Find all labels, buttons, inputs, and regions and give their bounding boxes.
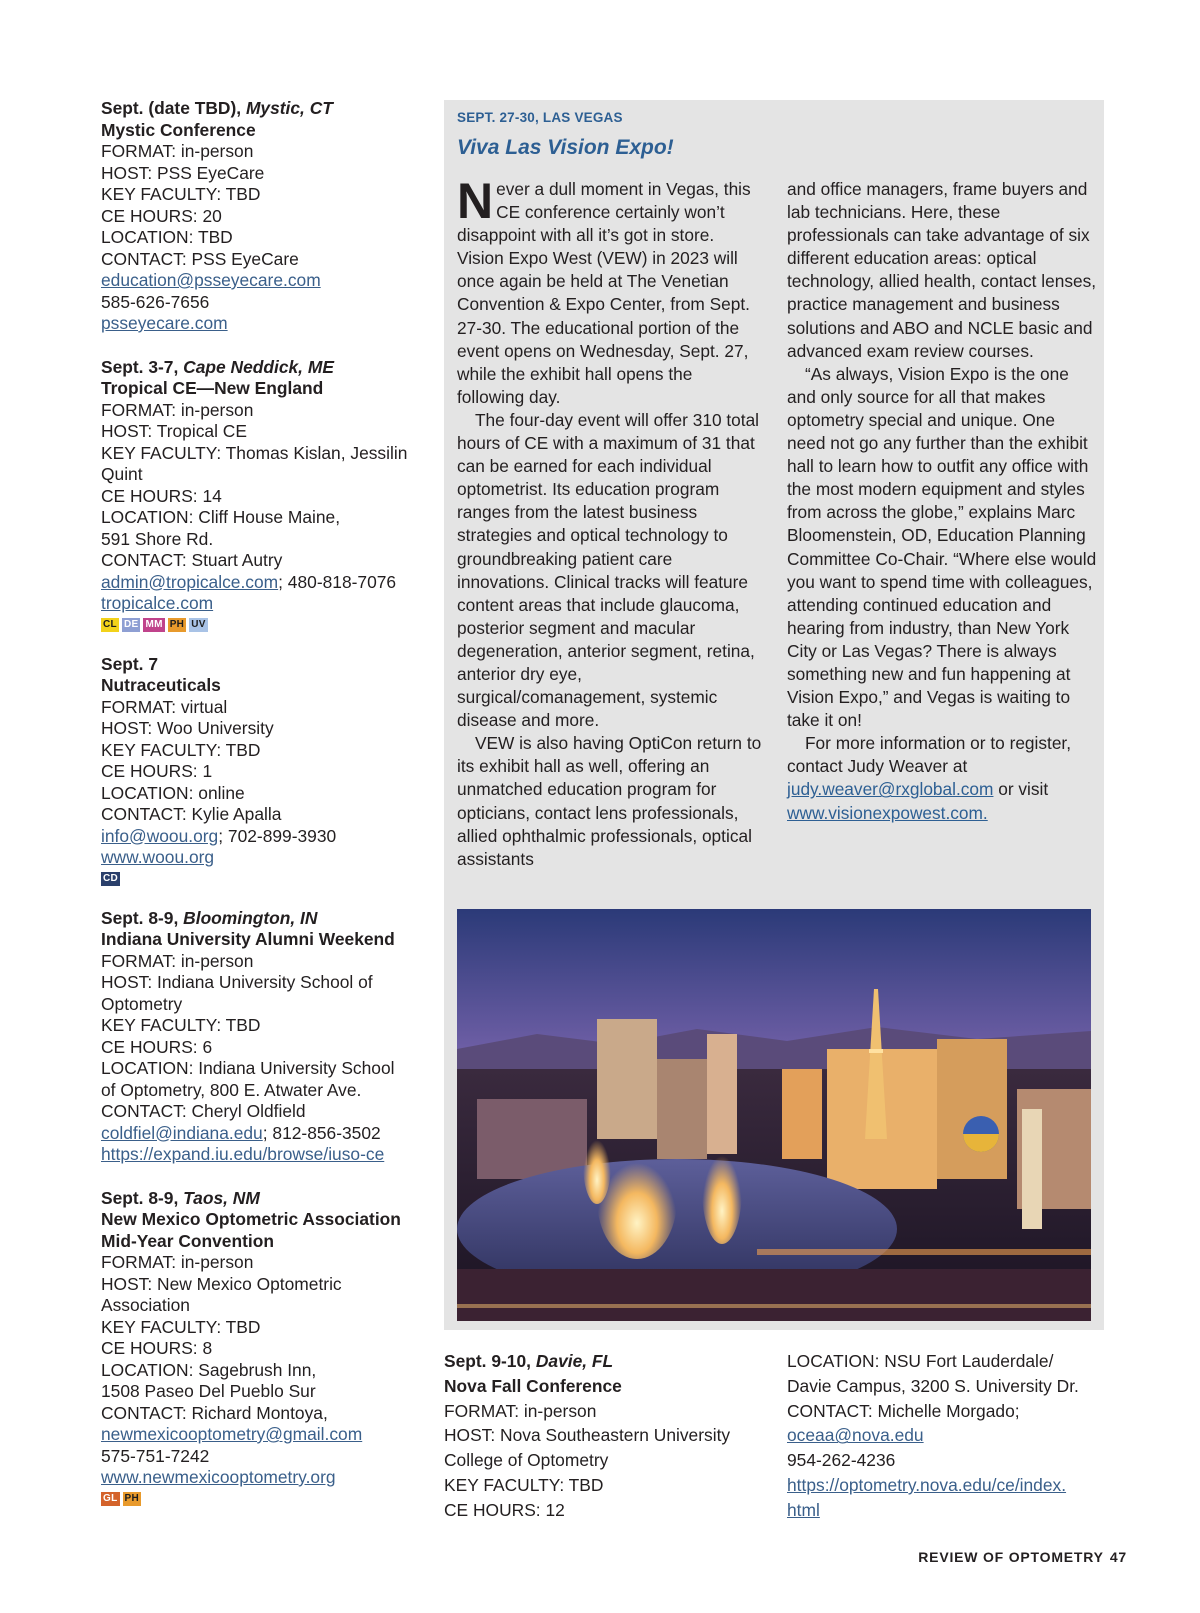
contact-email-link[interactable]: judy.weaver@rxglobal.com [787,779,994,800]
listing-contact: CONTACT: PSS EyeCare [101,248,299,269]
topic-badges [101,618,421,632]
listing-city: Cape Neddick, ME [183,356,334,377]
listing-phone: 575-751-7242 [101,1445,210,1466]
feature-paragraph: VEW is also having OptiCon return to its exhibit hall as well, offering an unmatched education program for opticians, contact lens professionals, allied ophthalmic professionals, optical assistants [457,733,762,869]
badge-uv: UV [191,618,206,630]
listing-host: HOST: Indiana University School of [101,972,373,992]
listing-faculty: KEY FACULTY: TBD [101,184,261,204]
topic-badges [101,872,421,886]
page-footer [918,1549,1127,1565]
listing-faculty: KEY FACULTY: Thomas Kislan, Jessilin Quint [101,442,408,484]
publication-name: REVIEW OF OPTOMETRY [918,1549,1104,1565]
listing-email-link[interactable]: admin@tropicalce.com [101,571,279,592]
listing-address: 591 Shore Rd. [101,528,214,549]
feature-paragraph: The four-day event will offer 310 total hours of CE with a maximum of 31 that can be earned for each individual optometrist. Its education program ranges from the latest business strategies and optical technology to groundbreaking patient care innovations. Clinical tracks will feature content areas that include glaucoma, posterior segment and macular degeneration, anterior segment, retina, anterior dry eye, surgical/comanagement, systemic disease and more. [457,409,760,731]
las-vegas-photo [457,909,1091,1321]
feature-paragraph: and office managers, frame buyers and lab technicians. Here, these professionals can take advantage of six different education areas: optical technology, allied health, contact lenses, practice management and business solutions and ABO and NCLE basic and advanced exam review courses. [787,179,1097,361]
feature-paragraph: Never a dull moment in Vegas, this CE conference certainly won’t disappoint with all it’s got in store. Vision Expo West (VEW) in 2023 will once again be held at The Venetian Convention & Expo Center, from Sept. 27-30. The educational portion of the event opens on Wednesday, Sept. 27, while the exhibit hall opens the following day. [457,173,751,407]
listing-date: Sept. 8-9, Bloomington, IN [101,907,318,928]
listing-hours: CE HOURS: 20 [101,205,222,226]
listing-email-link[interactable]: info@woou.org [101,825,219,846]
listing-contact: CONTACT: Stuart Autry [101,550,283,570]
listing-host: HOST: Nova Southeastern University [444,1425,731,1446]
listing-email-link[interactable]: oceaa@nova.edu [787,1425,924,1446]
listing-location: LOCATION: Sagebrush Inn, [101,1359,317,1380]
listing-host-cont: College of Optometry [444,1450,609,1471]
badge-de: DE [123,618,139,630]
expo-website-link[interactable]: www.visionexpowest.com. [787,802,988,823]
listing-contact: CONTACT: Cheryl Oldfield [101,1101,306,1121]
listing-phone: ; 480-818-7076 [278,571,397,592]
listing-format: FORMAT: in-person [101,1252,254,1272]
listing-host: HOST: Woo University [101,718,274,738]
listing-hours: CE HOURS: 12 [444,1499,565,1520]
drop-cap: N [457,173,494,229]
badge-ph: PH [124,1492,139,1504]
listing-faculty: KEY FACULTY: TBD [101,739,261,760]
listing-website-link-cont[interactable]: html [787,1499,820,1520]
listing-website-link[interactable]: tropicalce.com [101,593,214,613]
listing-address: 1508 Paseo Del Pueblo Sur [101,1381,316,1401]
listing-date: Sept. 8-9, Taos, NM [101,1187,260,1208]
listing-contact: CONTACT: Richard Montoya, [101,1402,328,1423]
listing-format: FORMAT: in-person [444,1400,597,1421]
badge-cd: CD [103,872,119,884]
badge-ph: PH [169,618,185,630]
listing-website-link[interactable]: www.newmexicooptometry.org [101,1467,336,1487]
listing-city: Bloomington, IN [183,907,318,928]
listing-host: HOST: PSS EyeCare [101,162,265,183]
listing-mystic [101,98,421,335]
listing-date: Sept. 3-7, Cape Neddick, ME [101,356,334,377]
listing-contact: CONTACT: Kylie Apalla [101,804,282,824]
listing-email-link[interactable]: newmexicooptometry@gmail.com [101,1424,363,1444]
feature-kicker: SEPT. 27-30, LAS VEGAS [457,110,623,125]
listing-email-link[interactable]: coldfiel@indiana.edu [101,1122,263,1143]
listing-contact: CONTACT: Michelle Morgado; [787,1400,1020,1421]
listing-phone: 954-262-4236 [787,1450,896,1471]
listing-website-link[interactable]: https://optometry.nova.edu/ce/index. [787,1474,1067,1495]
listing-title: New Mexico Optometric Association [101,1209,401,1229]
listing-bloomington [101,908,421,1166]
listing-host: HOST: Tropical CE [101,421,247,441]
listing-date: Sept. 9-10, Davie, FL [444,1351,614,1371]
listing-title: Mystic Conference [101,119,256,140]
listing-phone: ; 702-899-3930 [218,825,337,846]
badge-cl: CL [103,618,117,630]
listing-location: LOCATION: Indiana University School [101,1058,395,1078]
listing-format: FORMAT: in-person [101,950,254,971]
listing-website-link[interactable]: https://expand.iu.edu/browse/iuso-ce [101,1144,385,1164]
listing-cape-neddick [101,357,421,632]
badge-mm: MM [145,618,163,630]
feature-paragraph: “As always, Vision Expo is the one and only source for all that makes optometry special and unique. One need not go any further than the exhibit hall to learn how to outfit any office with the most modern equipment and styles from across the globe,” explains Marc Bloomenstein, OD, Education Planning Committee Co-Chair. “Where else would you want to spend time with colleagues, attending continued education and hearing from industry, than New York City or Las Vegas? There is always something new and fun happening at Vision Expo,” and Vegas is waiting to take it on! [787,363,1097,731]
listing-date: Sept. 7 [101,653,159,674]
feature-body-column-2 [787,178,1097,825]
listing-city: Taos, NM [183,1187,260,1208]
listing-phone: ; 812-856-3502 [262,1122,381,1143]
listing-location: LOCATION: online [101,782,245,803]
listing-title-cont: Mid-Year Convention [101,1230,274,1251]
listing-title: Indiana University Alumni Weekend [101,929,395,949]
las-vegas-skyline-image [457,909,1091,1321]
listing-email-link[interactable]: education@psseyecare.com [101,270,321,290]
left-listings-column [101,98,421,1528]
listing-location: LOCATION: TBD [101,227,233,247]
topic-badges [101,1492,421,1506]
page-number: 47 [1109,1549,1127,1565]
listing-davie [444,1349,764,1523]
listing-nutraceuticals [101,654,421,886]
listing-faculty: KEY FACULTY: TBD [101,1316,261,1337]
listing-host: HOST: New Mexico Optometric [101,1273,342,1294]
listing-title: Nova Fall Conference [444,1375,622,1396]
listing-format: FORMAT: in-person [101,399,254,420]
listing-website-link[interactable]: psseyecare.com [101,313,228,333]
listing-hours: CE HOURS: 14 [101,485,222,506]
feature-sidebar-box [444,100,1104,1330]
listing-address: Davie Campus, 3200 S. University Dr. [787,1375,1079,1396]
listing-format: FORMAT: virtual [101,696,228,717]
listing-title: Nutraceuticals [101,675,221,695]
feature-title: Viva Las Vision Expo! [457,136,674,159]
listing-davie-cont [787,1349,1107,1523]
listing-hours: CE HOURS: 6 [101,1036,213,1057]
listing-title: Tropical CE—New England [101,378,324,398]
listing-address: of Optometry, 800 E. Atwater Ave. [101,1079,362,1100]
feature-body-column-1 [457,173,762,871]
feature-paragraph: For more information or to register, contact Judy Weaver at judy.weaver@rxglobal.com or visit www.visionexpowest.com. [787,733,1072,823]
listing-location: LOCATION: NSU Fort Lauderdale/ [787,1351,1054,1371]
listing-hours: CE HOURS: 8 [101,1338,213,1358]
listing-host-cont: Association [101,1295,190,1315]
listing-location: LOCATION: Cliff House Maine, [101,507,341,527]
listing-website-link[interactable]: www.woou.org [101,847,215,867]
listing-city: Mystic, CT [245,98,333,118]
listing-date: Sept. (date TBD), Mystic, CT [101,98,333,118]
listing-faculty: KEY FACULTY: TBD [101,1015,261,1035]
listing-faculty: KEY FACULTY: TBD [444,1474,604,1495]
listing-phone: 585-626-7656 [101,291,210,312]
listing-format: FORMAT: in-person [101,141,254,161]
listing-hours: CE HOURS: 1 [101,761,213,781]
badge-gl: GL [103,1492,118,1504]
listing-host-cont: Optometry [101,993,183,1014]
listing-city: Davie, FL [535,1351,614,1371]
listing-taos [101,1188,421,1506]
